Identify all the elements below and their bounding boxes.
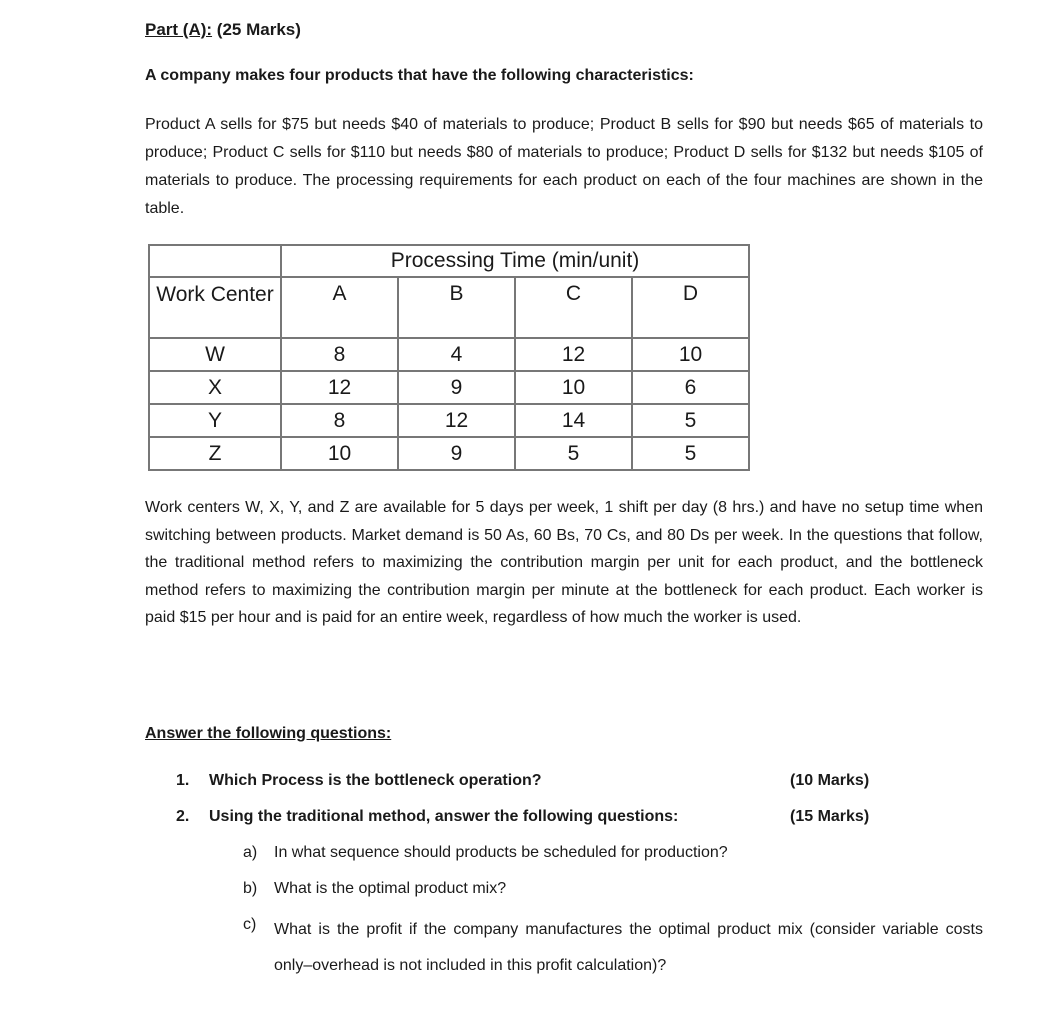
question-2-marks: (15 Marks) bbox=[790, 808, 870, 825]
table-cell: 9 bbox=[398, 437, 515, 470]
table-cell: 10 bbox=[632, 338, 749, 371]
processing-time-table bbox=[148, 244, 750, 471]
column-header-b: B bbox=[398, 277, 515, 338]
question-2-text: Using the traditional method, answer the following questions: bbox=[209, 808, 679, 825]
table-cell: 9 bbox=[398, 371, 515, 404]
table-row bbox=[149, 338, 749, 371]
part-title bbox=[145, 20, 301, 40]
table-row bbox=[149, 437, 749, 470]
table-cell: 8 bbox=[281, 404, 398, 437]
question-1-number: 1. bbox=[176, 772, 190, 789]
table-caption: Processing Time (min/unit) bbox=[281, 245, 749, 277]
work-center-header bbox=[149, 277, 281, 338]
part-label: Part (A): bbox=[145, 20, 213, 39]
work-center-header-text: Work Center bbox=[156, 283, 274, 306]
work-center-y: Y bbox=[149, 404, 281, 437]
sub-question-c-text: What is the profit if the company manufactures the optimal product mix (consider variable costs only–overhead is not included in this profit calculation)? bbox=[274, 921, 983, 974]
table-cell: 12 bbox=[398, 404, 515, 437]
sub-question-b-label: b) bbox=[243, 880, 258, 897]
work-center-description: Work centers W, X, Y, and Z are available for 5 days per week, 1 shift per day (8 hrs.) and have no setup time when switching between products. Market demand is 50 As, 60 Bs, 70 Cs, and 80 Ds per week. In the questions that follow, the traditional method refers to maximizing the contribution margin per unit for each product, and the bottleneck method refers to maximizing the contribution margin per minute at the bottleneck for each product. Each worker is paid $15 per hour and is paid for an entire week, regardless of how much the worker is used. bbox=[145, 499, 983, 626]
answer-heading: Answer the following questions: bbox=[145, 725, 392, 742]
table-corner-empty bbox=[149, 245, 281, 277]
question-1-marks: (10 Marks) bbox=[790, 772, 870, 789]
sub-question-c-label: c) bbox=[243, 916, 257, 933]
part-marks: (25 Marks) bbox=[216, 20, 301, 39]
table-cell: 14 bbox=[515, 404, 632, 437]
sub-question-b-text: What is the optimal product mix? bbox=[274, 880, 507, 897]
table-cell: 12 bbox=[515, 338, 632, 371]
column-header-d: D bbox=[632, 277, 749, 338]
intro-text: A company makes four products that have the following characteristics: bbox=[145, 67, 694, 84]
column-header-c: C bbox=[515, 277, 632, 338]
table-cell: 4 bbox=[398, 338, 515, 371]
table-cell: 5 bbox=[632, 437, 749, 470]
sub-question-a-text: In what sequence should products be scheduled for production? bbox=[274, 844, 728, 861]
table-cell: 10 bbox=[515, 371, 632, 404]
question-1-text: Which Process is the bottleneck operation? bbox=[209, 772, 542, 789]
table-cell: 12 bbox=[281, 371, 398, 404]
question-2-number: 2. bbox=[176, 808, 190, 825]
work-center-w: W bbox=[149, 338, 281, 371]
work-center-x: X bbox=[149, 371, 281, 404]
column-header-a: A bbox=[281, 277, 398, 338]
table-cell: 6 bbox=[632, 371, 749, 404]
table-row bbox=[149, 404, 749, 437]
sub-question-a-label: a) bbox=[243, 844, 258, 861]
table-cell: 5 bbox=[632, 404, 749, 437]
table-cell: 10 bbox=[281, 437, 398, 470]
product-description: Product A sells for $75 but needs $40 of materials to produce; Product B sells for $90 but needs $65 of materials to produce; Product C sells for $110 but needs $80 of materials to produce; Product D sells for $132 but needs $105 of materials to produce. The processing requirements for each product on each of the four machines are shown in the table. bbox=[145, 116, 983, 217]
work-center-z: Z bbox=[149, 437, 281, 470]
table-cell: 5 bbox=[515, 437, 632, 470]
table-row bbox=[149, 371, 749, 404]
table-cell: 8 bbox=[281, 338, 398, 371]
